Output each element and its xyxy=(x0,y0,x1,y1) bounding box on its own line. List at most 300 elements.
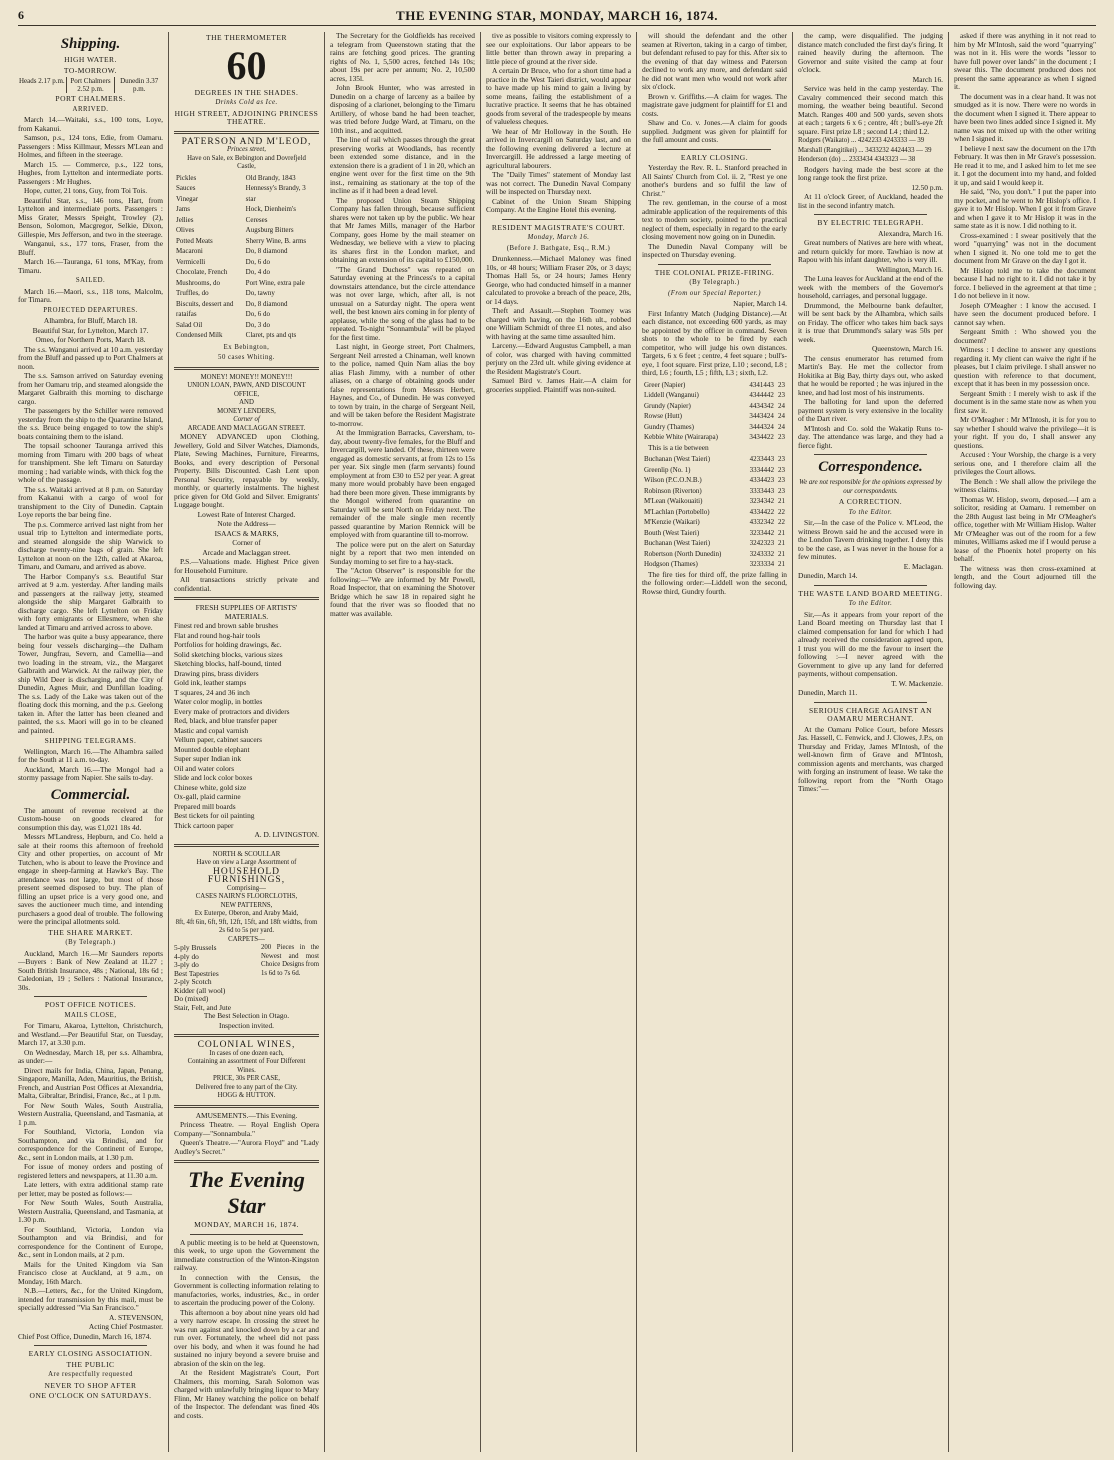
isaacs-confidential: All transactions strictly private and confidential. xyxy=(174,575,319,593)
column-rule xyxy=(168,32,169,1452)
hogg-hutton: HOGG & HUTTON. xyxy=(217,1092,276,1099)
tide-table xyxy=(18,77,163,93)
carpet-item: 4-ply do xyxy=(174,951,199,961)
artists-item: Ox-gall, plaid carmine xyxy=(174,792,241,801)
table-row: Rowse (Hutt) 3443424 24 xyxy=(644,412,785,420)
column-rule xyxy=(948,32,949,1452)
port-heading: PORT CHALMERS. xyxy=(55,94,126,103)
telegram-item: Wellington, March 16.—The Alhambra sailed for the South at 11 a.m. to-day. xyxy=(18,746,163,764)
carpet-item: 3-ply do xyxy=(174,960,199,969)
correction-sign: E. Maclagan. xyxy=(903,561,943,571)
artists-item: Chinese white, gold size xyxy=(174,782,247,792)
inspection-invited: Inspection invited. xyxy=(218,1020,274,1030)
early-closing-heading: EARLY CLOSING. xyxy=(680,152,749,162)
post-item: For Timaru, Akaroa, Lyttelton, Christchurch, and Westland.—Per Beautiful Star, on Tuesday, March 17, at 3.30 p.m. xyxy=(18,1021,163,1047)
artists-item: Vellum paper, cabinet saucers xyxy=(174,735,262,744)
post-item: For Southland, Victoria, London via Southampton, and via Brindisi, and for correspondence for the Continent of Europe, &c., sent in London mails, at 1.30 p.m. xyxy=(18,1127,163,1162)
amusements-heading: AMUSEMENTS.—This Evening. xyxy=(195,1110,298,1120)
artists-item: Best tickets for oil painting xyxy=(174,811,255,820)
artists-item: T squares, 24 and 36 inch xyxy=(174,687,250,697)
news-paragraph: John Brook Hunter, who was arrested in Dunedin on a charge of larceny as a bailee by disposing of a clarionet, belonging to the Timaru Artillery, of whose band he had been teacher, was tried before Judge Ward, at Timaru, on the 10th inst., and acquitted. xyxy=(330,83,475,135)
carpet-item: 5-ply Brussels xyxy=(174,943,217,952)
columns xyxy=(18,32,1096,1452)
money-ad xyxy=(174,374,319,434)
divider xyxy=(174,1105,319,1108)
post-item: For issue of money orders and posting of registered letters and newspapers, at 11.30 a.m. xyxy=(18,1162,163,1180)
post-item: Direct mails for India, China, Japan, Penang, Singapore, Manilla, Aden, Mauritius, the British, French, and Austrian Post Offices at Alexandria, Malta, Gibraltar, Brindisi, France, &c., at 1 p.m. xyxy=(18,1065,163,1100)
union-and: AND xyxy=(239,399,254,406)
prize-firing-end: The fire ties for third off, the prize falling in the following order:—Liddell won the second, Rowse third, Gundry fourth. xyxy=(642,569,787,596)
news-paragraph: The Bench : We shall allow the privilege the witness claims. xyxy=(954,476,1096,494)
carpets-note: 200 Pieces in the Newest and most Choice Designs from 1s 6d to 7s 6d. xyxy=(261,944,319,977)
scores-table-2 xyxy=(642,453,787,571)
news-item: The passengers by the Schiller were removed yesterday from the ship to the Quarantine Island, the s.s. Bruce being engaged to tow the ship's boats containing them to the island. xyxy=(18,406,163,441)
departure-item: Omeo, for Northern Ports, March 18. xyxy=(35,335,146,344)
post-item: For Southland, Victoria, London via Southampton and via Brindisi, and for correspondence for the Continent of Europe, &c., sent in London mails, at 2 p.m. xyxy=(18,1224,163,1259)
waste-land-text: Sir,—As it appears from your report of the Land Board meeting on Thursday last that I claimed compensation for land for which I had already received the consideration agreed upon, I trust you will do me the favour to insert the following :—I never agreed with the Government to give up any land for deferred payments, without compensation. xyxy=(798,609,943,678)
goods-table xyxy=(174,172,319,342)
goods-row: Mushrooms, do Port Wine, extra pale xyxy=(176,278,305,287)
court-item: Theft and Assault.—Stephen Toomey was charged with having, on the 16th ult., robbed one William Schmidt of three £1 notes, and also with having at the same time assaulted him. xyxy=(486,306,631,341)
early-closing-item: The Dunedin Naval Company will be inspected on Thursday evening. xyxy=(642,241,787,259)
early-closing-public: THE PUBLIC xyxy=(66,1359,115,1369)
union-arcade: ARCADE AND MACLAGGAN STREET. xyxy=(187,424,306,432)
news-paragraph: asked if there was anything in it not read to him by Mr M'Intosh, said the word "quarrying" was not in it. His were the words "lessor to have full power over lands" in the document ; I swear this. The document produced does not present the same appearance as when I signed it. xyxy=(954,32,1096,91)
news-paragraph: Service was held in the camp yesterday. The Cavalry commenced their second match this morning, the weather being beautiful. Second Match. Ranges 400 and 500 yards, seven shots at each ; targets 6 x 6 ; centre, 4ft ; bull's-eye 2ft square. First prize L8 ; second L4 ; third L2. xyxy=(798,84,943,136)
post-item: N.B.—Letters, &c., for the United Kingdom, intended for transmission by this mail, must be specially addressed "Via San Francisco." xyxy=(18,1286,163,1312)
paterson-sale: Have on Sale, ex Bebington and Dovrefjeld xyxy=(187,154,306,162)
column-2 xyxy=(174,32,319,1452)
isaacs-name: ISAACS & MARKS, xyxy=(214,528,279,538)
divider xyxy=(814,214,927,215)
news-paragraph: Thomas W. Hislop, sworn, deposed.—I am a solicitor, residing at Oamaru. I remember on the 28th August last being in Mr O'Meagher's office, together with Mr William Hislop. Walter Mr O'Meagher was out of the room for a few minutes, Williams asked me if I would peruse a lease of the Phoenix hotel property on his behalf. xyxy=(954,494,1096,563)
arrival-item: March 14.—Waitaki, s.s., 100 tons, Loye, from Kakanui. xyxy=(18,115,163,133)
thermometer-value: 60 xyxy=(226,42,267,88)
goods-row: Salad Oil Do, 3 do xyxy=(176,320,270,329)
tide-dunedin: Dunedin 3.37 p.m. xyxy=(120,77,159,93)
column-7 xyxy=(954,32,1096,1452)
arrival-item: Hope, cutter, 21 tons, Guy, from Toi Tois. xyxy=(24,186,148,195)
goods-row: Macaroni Do, 8 diamond xyxy=(176,247,288,255)
commercial-item: Messrs M'Landress, Hepburn, and Co. held a sale at their rooms this afternoon of freehold City and other properties, on account of Mr Tutchen, who is about to leave the Province and engage in sheep-farming at Hawke's Bay. The attendance was not large, but most of those present seemed disposed to buy. The plan of filling an upset price is a very good one, and saves the auctioneer much time, and intending purchasers a good deal of trouble. The following were the principal allotments sold. xyxy=(18,832,163,926)
news-paragraph: Mr O'Meagher : Mr M'Intosh, it is for you to say whether I should waive the privilege—it is your right. If you do, I shall answer any questions. xyxy=(954,415,1096,450)
artists-item: Flat and round hog-hair tools xyxy=(174,630,261,640)
thermometer-address: HIGH STREET, ADJOINING PRINCESS THEATRE. xyxy=(174,108,319,126)
goods-row: Sauces Hennessy's Brandy, 3 xyxy=(176,184,306,192)
divider xyxy=(174,131,319,134)
news-item: The s.s. Wanganui arrived at 10 a.m. yesterday from the Bluff and passed up to Port Chalmers at noon. xyxy=(18,344,163,371)
telegraph-dateline: Alexandra, March 16. xyxy=(878,228,943,238)
table-row: Robertson (North Dunedin) 3243332 21 xyxy=(644,549,785,558)
correspondence-heading: Correspondence. xyxy=(818,459,923,475)
post-signature: A. STEVENSON, xyxy=(109,1312,163,1322)
shipping-heading: Shipping. xyxy=(60,36,121,52)
column-rule xyxy=(480,32,481,1452)
court-date: Monday, March 16. xyxy=(527,234,590,241)
column-4 xyxy=(486,32,631,1452)
news-paragraph: Sergeant Smith : I merely wish to ask if the document is in the same state now as when you first saw it. xyxy=(954,388,1096,415)
news-paragraph: "The Grand Duchess" was repeated on Saturday evening at the Princess's to a capital downstairs attendance, but the circle attendance was not over large, which, after all, is not unusual on a Saturday night. The opera went well, the best known airs coming in for plenty of applause, while the song of the glass had to be repeated. To-night "Sonnambula" will be played for the first time. xyxy=(330,264,475,342)
artists-item: Red, black, and blue transfer paper xyxy=(174,716,278,725)
serious-charge-text: At the Oamaru Police Court, before Messrs Jas. Hassell, C. Fenwick, and J. Clowes, J.P.s, on Thursday and Friday, James M'Intosh, of the well-known firm of Grave and M'Intosh, commission agents and merchants, was charged with forging an instrument of lease. We take the following report from the "North Otago Times:"— xyxy=(798,724,943,793)
post-item: On Wednesday, March 18, per s.s. Alhambra, as under:— xyxy=(18,1047,163,1065)
news-item: The p.s. Commerce arrived last night from her usual trip to Lyttelton and intermediate ports, and steamed alongside the ship Warwick to discharge twenty-nine bags of grain. She left Lyttelton at noon on the 12th, called at Akaroa, Timaru, and Oamaru, and arrived as above. xyxy=(18,519,163,571)
goods-row: rataifas Do, 6 do xyxy=(176,310,270,318)
commercial-item: The amount of revenue received at the Custom-house on goods cleared for consumption this day, was £1,021 18s 4d. xyxy=(18,805,163,832)
early-closing-requested: Are respectfully requested xyxy=(48,1371,133,1378)
isaacs-corner: Corner of xyxy=(232,538,261,547)
divider xyxy=(34,996,147,997)
column-3 xyxy=(330,32,475,1452)
news-paragraph: Brown v. Griffiths.—A claim for wages. The magistrate gave judgment for plaintiff for £1 and costs. xyxy=(642,91,787,118)
court-item: Drunkenness.—Michael Maloney was fined 10s, or 48 hours; William Fraser 20s, or 3 days; Thomas Hall 5s, or 24 hours; James Henry George, who had conducted himself in a manner calculated to provoke a breach of the peace, 20s, or 14 days. xyxy=(486,254,631,306)
artists-item: Every make of protractors and dividers xyxy=(174,706,290,716)
paterson-castle: Castle, xyxy=(237,163,256,170)
share-market-text: Auckland, March 16.—Mr Saunders reports —Buyers : Bank of New Zealand at 1L27 ; South British Insurance, 48s ; National, 18s 6d ; Caledonian, 19 ; Sellers : National Insurance, 30s. xyxy=(18,948,163,992)
news-paragraph: the camp, were disqualified. The judging distance match concluded the first day's firing. It rained heavily during the afternoon. The Governor and suite visited the camp at four o'clock. xyxy=(798,32,943,74)
amusements-queens: Queen's Theatre.—"Aurora Floyd" and "Lady Audley's Secret." xyxy=(174,1138,319,1156)
isaacs-ps: P.S.—Valuations made. Highest Price given for Household Furniture. xyxy=(174,557,319,575)
news-paragraph: Shaw and Co. v. Jones.—A claim for goods supplied. Judgment was given for plaintiff for the full amount and costs. xyxy=(642,118,787,144)
post-item: For New South Wales, South Australia, Western Australia, Queensland, and Tasmania, at 1 p.m. xyxy=(18,1100,163,1127)
thermometer-heading: THE THERMOMETER xyxy=(206,33,287,42)
early-closing-never: NEVER TO SHOP AFTER xyxy=(44,1380,137,1390)
carpet-item: Kidder (all wool) xyxy=(174,985,226,995)
table-row: Wilson (P.C.O.N.B.) 4334423 23 xyxy=(644,476,785,484)
news-paragraph: Sergeant Smith : Who showed you the document? xyxy=(954,327,1096,345)
column-rule xyxy=(792,32,793,1452)
news-paragraph: We hear of Mr Holloway in the South. He arrived in Invercargill on Saturday last, and on the following evening delivered a lecture at Invercargill. He addressed a large meeting of agricultural labourers. xyxy=(486,126,631,170)
post-signature-title: Acting Chief Postmaster. xyxy=(88,1322,163,1331)
leader-item: This afternoon a boy about nine years old had a very narrow escape. In crossing the street he was run against and knocked down by a car and run over. Fortunately, the wheel did not pass over his body, and when it was found he had sustained no injury beyond a severe bruise and abrasion of the skin on the leg. xyxy=(174,1307,319,1368)
artists-item: Thick cartoon paper xyxy=(174,820,234,830)
news-paragraph: Witness : I decline to answer any questions regarding it. My client can waive the right if he pleases, but I claim privilege. I shall answer no question with reference to that document, except that it has been in my possession once. xyxy=(954,345,1096,388)
commercial-heading: Commercial. xyxy=(50,786,131,803)
mails-close-label: MAILS CLOSE, xyxy=(64,1011,117,1019)
leader-item: At the Resident Magistrate's Court, Port Chalmers, this morning, Sarah Solomon was charged with unlawfully bringing liquor to Mary Flinn, Mr Haney watching the police on behalf of the Inspector. The defendant was fined 40s and costs. xyxy=(174,1368,319,1420)
isaacs-street: Arcade and Maclaggan street. xyxy=(202,547,291,557)
news-paragraph: The proposed Union Steam Shipping Company has fallen through, because sufficient shares were not taken up by the public. We hear that Mr James Mills, manager of the Harbor Company, goes Home by the mail steamer on Wednesday, we believe with a view to placing its shares first in the London market, and obtaining an extension of its capital to £150,000. xyxy=(330,195,475,264)
leader-item: In connection with the Census, the Government is collecting information relating to manufactories, works, industries, &c., in order to ascertain the producing power of the Colony. xyxy=(174,1272,319,1307)
artists-item: Mounted double elephant xyxy=(174,744,250,754)
prize-firing-from: (From our Special Reporter.) xyxy=(667,289,762,297)
score-line: Rodgers (Waikato) ... 4242233 4243333 — 39 xyxy=(798,137,925,144)
early-closing-assoc-heading: EARLY CLOSING ASSOCIATION. xyxy=(28,1349,153,1358)
correction-heading: A CORRECTION. xyxy=(838,497,903,506)
news-paragraph: The document was in a clear hand. It was not smudged as it is now. There were no words in the document when I signed it. There appear to have been two lines added since I signed it. My name was not mixed up with the other writing when I signed it. xyxy=(954,91,1096,143)
telegraph-item: The Luna leaves for Auckland at the end of the week with the members of the Governor's household, carriages, and personal luggage. xyxy=(798,274,943,300)
news-paragraph: The Secretary for the Goldfields has received a telegram from Queenstown stating that the rains are fetching good prices. The granting rights of No. 1, 5,500 acres, fetched 14s 10s; about 19s per acre per annum; No. 2, 10,500 acres, 135l. xyxy=(330,32,475,83)
paterson-name: PATERSON AND M'LEOD, xyxy=(181,136,312,147)
livingston-sign: A. D. LIVINGSTON. xyxy=(254,830,319,839)
note-address: Note the Address— xyxy=(217,519,276,528)
wines-label: Wines. xyxy=(237,1066,256,1074)
arrival-item: March 16.—Tauranga, 61 tons, M'Kay, from Timaru. xyxy=(18,257,163,275)
colonial-wines: COLONIAL WINES, xyxy=(197,1040,296,1050)
lowest-rate: Lowest Rate of Interest Charged. xyxy=(197,509,296,519)
champagne: 50 cases Whiting. xyxy=(218,354,275,361)
goods-row: Potted Meats Sherry Wine, B. arms xyxy=(176,236,307,245)
goods-row: Olives Augsburg Bitters xyxy=(176,226,294,234)
waste-land-heading: THE WASTE LAND BOARD MEETING. xyxy=(798,588,943,598)
north-name: NORTH & SCOULLAR xyxy=(212,850,281,858)
carpet-item: Stair, Felt, and Jute xyxy=(174,1002,231,1012)
thermometer-ad xyxy=(174,34,319,127)
prize-firing-text: First Infantry Match (Judging Distance).—At each distance, not exceeding 600 yards, as may be appointed by the officer in command. Seven shots to the whole to be fired by each competitor, who will judge his own distances. Targets, 6 x 6 feet ; centre, 4 feet square ; bull's-eye, 1 foot square. First prize, L10 ; second, L8 ; third, L6 ; fourth, L5 ; fifth, L3 ; sixth, L2. xyxy=(642,308,787,377)
post-item: Mails for the United Kingdom via San Francisco close at Auckland, at 9 a.m., on Monday, 16th March. xyxy=(18,1259,163,1286)
share-market-sub: (By Telegraph.) xyxy=(65,939,116,946)
departure-item: Beautiful Star, for Lyttelton, March 17. xyxy=(32,325,149,335)
north-view: Have on view a Large Assortment of xyxy=(196,859,297,866)
north-ad xyxy=(174,851,319,945)
table-row: Greenlip (No. 1) 3334442 23 xyxy=(644,465,785,474)
score-line: Henderson (do) ... 2333434 4343323 — 38 xyxy=(798,156,916,163)
money-text: MONEY ADVANCED upon Clothing, Jewellery, Gold and Silver Watches, Diamonds, Plate, Sewing Machines, Furniture, Firearms, Books, and every description of Personal Property. Bills Discounted. Cash Lent upon Personal Security, repayable by weekly, monthly, or quarterly instalments. The highest price given for Old Gold and Silver. Emigrants' Luggage bought. xyxy=(174,432,319,509)
page-number: 6 xyxy=(18,8,24,22)
ex-bebington: Ex Bebington, xyxy=(223,343,270,351)
news-paragraph: I believe I next saw the document on the 17th February. It was then in Mr Grave's possession. He read it to me, and I asked him to let me see it. I got the document into my hand, and folded it up, and said I would keep it. xyxy=(954,143,1096,187)
carpet-item: Best Tapestries xyxy=(174,968,219,978)
artists-item: Slide and lock color boxes xyxy=(174,773,253,782)
correction-to: To the Editor. xyxy=(848,508,893,516)
news-paragraph: The police were put on the alert on Saturday night by a report that two men intended on Sunday morning to set fire to a hay-stack. xyxy=(330,539,475,566)
goods-row: Condensed Milk Claret, pts and qts xyxy=(176,331,297,339)
news-paragraph: Joseph O'Meagher : I know the accused. I have seen the document produced before. I cannot say when. xyxy=(954,300,1096,327)
news-paragraph: will should the defendant and the other seamen at Riverton, taking in a cargo of timber, but defendant refused to pay for this. After six to the evening of that day witness and Paterson declined to work any more, and defendant said he did not want men who would not work after six o'clock. xyxy=(642,32,787,91)
artists-heading: FRESH SUPPLIES OF ARTISTS' MATERIALS. xyxy=(195,603,298,621)
news-item: The harbor was quite a busy appearance, there being four vessels discharging—the Dalham Tower, Jungfrau, Severn, and Camellia—and two loading in the stream, viz., the Margaret Galbraith and Warwick. At the railway pier, the ship Wild Deer is discharging, and the City of Dunedin, Agnes Muir, and Dunfillan loading. The s.s. Lady of the Lake was taken out of the floating dock this morning, and the p.s. Geelong taken in. After the latter has been cleaned and painted, the s.s. Maori will go in to be cleaned and painted. xyxy=(18,632,163,735)
containing: Containing an assortment of Four Different xyxy=(187,1058,306,1065)
news-item: The s.s. Samson arrived on Saturday evening from her Oamaru trip, and steamed alongside the Margaret Galbraith this morning to discharge cargo. xyxy=(18,371,163,406)
divider xyxy=(814,585,927,586)
tomorrow-label: TO-MORROW. xyxy=(63,65,118,75)
artists-item: Oil and water colors xyxy=(174,763,235,773)
table-row: Hodgson (Thames) 3233334 21 xyxy=(644,560,785,568)
arrival-item: March 15. — Commerce, p.s., 122 tons, Hughes, from Lyttelton and intermediate ports. Passengers : Mr Hughes. xyxy=(18,159,163,186)
waste-land-date: Dunedin, March 11. xyxy=(798,688,858,697)
score-line: Marshall (Rangitikei) ... 3433232 4424433 — 39 xyxy=(798,146,932,154)
evening-star-title: The Evening Star xyxy=(188,1167,305,1218)
court-before: (Before J. Bathgate, Esq., R.M.) xyxy=(506,244,611,252)
divider xyxy=(190,1234,303,1235)
news-paragraph: The line of rail which passes through the great preserving works at Woodlands, has recently been extended some distance, and in the extension there is a gradient of 1 in 20, which an engine went over for the first time on the 9th inst., remaining as stationary at the top of the incline as if it had been a dead level. xyxy=(330,135,475,195)
news-paragraph: tive as possible to visitors coming expressly to see our exploitations. Our labor appears to be little better than thrown away in preparing a little piece of ground at the river side. xyxy=(486,32,631,66)
north-comprising: Comprising— xyxy=(227,884,266,892)
goods-row: Vermicelli Do, 6 do xyxy=(176,257,270,266)
news-paragraph: Last night, in George street, Port Chalmers, Sergeant Neil arrested a Chinaman, well known to the police, named Quin Nam alias the boy alias Flash Jimmy, with a number of other aliases, on a charge of obtaining goods under false representations from Messrs Herbert, Haynes, and Co., of Dunedin. He was conveyed to town by train, in the charge of Sergeant Neil, and will be taken before the Resident Magistrate to-morrow. xyxy=(330,342,475,428)
divider xyxy=(174,1160,319,1163)
telegraph-item: Drummond, the Melbourne bank defaulter, will be sent back by the Alhambra, which sails on Friday. The officer who takes him back says it is true that Drummond's salary was 50s per week. xyxy=(798,300,943,344)
share-market-heading: THE SHARE MARKET. xyxy=(48,927,133,937)
arrival-item: Samson, p.s., 124 tons, Edie, from Oamaru. Passengers : Miss Killmaur, Messrs M'Lean and Holmes, and fifteen in the steerage. xyxy=(18,133,163,159)
table-row: M'Kenzie (Waikari) 4332342 22 xyxy=(644,518,785,526)
goods-row: Truffles, do Do, tawny xyxy=(176,289,275,297)
projected-heading: PROJECTED DEPARTURES. xyxy=(43,306,138,314)
thermometer-sub: Drinks Cold as Ice. xyxy=(215,99,278,106)
telegraph-dateline: Wellington, March 16. xyxy=(876,264,943,274)
court-heading: RESIDENT MAGISTRATE'S COURT. xyxy=(491,222,626,232)
arrival-item: Beautiful Star, s.s., 146 tons, Hart, from Lyttelton and intermediate ports. Passengers : Miss Grater, Messrs Speight, Trowley (2), Benson, Solomon, Macgregor, Selkie, Dixon, Gillespie, Mrs Jefferson, and two in the steerage. xyxy=(18,195,163,239)
north-cases: CASES NAIRN'S FLOORCLOTHS, xyxy=(195,893,298,900)
news-paragraph: Accused : Your Worship, the charge is a very serious one, and I therefore claim all the privileges the Court allows. xyxy=(954,450,1096,476)
news-dateline: 12.50 p.m. xyxy=(911,182,943,192)
serious-charge-heading: SERIOUS CHARGE AGAINST AN OAMARU MERCHANT. xyxy=(808,705,932,723)
prize-firing-text2: This is a tie between xyxy=(648,442,709,452)
artists-item: Mastic and copal varnish xyxy=(174,725,249,735)
waste-land-to: To the Editor. xyxy=(848,600,893,607)
table-row: Buchanan (West Taieri) 4233443 23 xyxy=(644,455,785,463)
correction-text: Sir,—In the case of the Police v. M'Leod, the witness Brown said he and the accused were in the London Tavern drinking together. I deny this to be the case, as I was never in the house for a few minutes. xyxy=(798,518,943,561)
wine-price: PRICE, 30s PER CASE, xyxy=(212,1075,281,1082)
north-ex: Ex Euterpe, Oberon, and Araby Maid, xyxy=(194,910,299,917)
court-item: Samuel Bird v. James Hair.—A claim for groceries supplied. Plaintiff was non-suited. xyxy=(486,376,631,394)
column-rule xyxy=(636,32,637,1452)
news-item: The Harbor Company's s.s. Beautiful Star arrived at 9 a.m. yesterday. After landing mails and passengers at the railway jetty, steamed alongside the ship Margaret Galbraith to discharge cargo. She left Lyttelton on Friday with forty emigrants or Ellesmere, when she landed at Timaru and arrived across to above. xyxy=(18,571,163,632)
goods-row: Jams Hock, Dienheim's xyxy=(176,205,296,213)
news-paragraph: He said, "No, you don't." I put the paper into my pocket, and he went to Mr Hislop's office. I gave it to Mr Hislop. When I got it from Grave and when I gave it to Mr Hislop it was in the same state as it is now. I did nothing to it. xyxy=(954,187,1096,230)
goods-row: Chocolate, French Do, 4 do xyxy=(176,268,270,276)
money-heading: MONEY! MONEY!! MONEY!!! xyxy=(200,373,293,381)
column-1 xyxy=(18,32,163,1452)
goods-row: Vinegar star xyxy=(176,194,256,203)
best-selection: The Best Selection in Otago. xyxy=(203,1011,290,1020)
divider xyxy=(174,597,319,600)
news-paragraph: Cross-examined : I swear positively that the word "quarrying" was not in the document when I signed it. No one told me to get the document from Mr Grave on the day I got it. xyxy=(954,230,1096,265)
post-office-heading: POST OFFICE NOTICES. xyxy=(44,1000,137,1009)
artists-item: Portfolios for holding drawings, &c. xyxy=(174,640,282,649)
news-item: The topsail schooner Tauranga arrived this morning from Timaru with 200 bags of wheat for transhipment. She left Timaru on Saturday morning ; had variable winds, with thick fog the whole of the passage. xyxy=(18,441,163,484)
artists-item: Solid sketching blocks, various sizes xyxy=(174,649,283,659)
telegraph-item: Great numbers of Natives are here with wheat, and return quickly for more. Tawhiao is now at Rapou with his infant daughter, who is very ill. xyxy=(798,238,943,264)
news-paragraph: Cabinet of the Union Steam Shipping Company. At the Engine Hotel this evening. xyxy=(486,196,631,214)
high-water-heading: HIGH WATER. xyxy=(64,55,117,64)
news-paragraph: Mr Hislop told me to take the document because I had no right to it. I did not take it by force. I believed in the agreement at that time ; I do not believe in it now. xyxy=(954,265,1096,300)
artists-item: Prepared mill boards xyxy=(174,801,236,811)
table-row: Buchanan (West Taieri) 3242323 21 xyxy=(644,539,785,547)
scores-table xyxy=(642,379,787,444)
divider xyxy=(814,702,927,703)
north-household: HOUSEHOLD FURNISHINGS, xyxy=(207,866,286,885)
table-row: Robinson (Riverton) 3333443 23 xyxy=(644,486,785,495)
union-name: UNION LOAN, PAWN, AND DISCOUNT OFFICE, xyxy=(187,382,306,398)
divider xyxy=(658,264,771,265)
prize-firing-place: Napier, March 14. xyxy=(733,299,787,308)
north-patterns: NEW PATTERNS, xyxy=(220,901,273,909)
arrival-item: Wanganui, s.s., 177 tons, Fraser, from the Bluff. xyxy=(18,239,163,257)
shipping-telegrams-heading: SHIPPING TELEGRAMS. xyxy=(44,736,137,745)
goods-row: Biscuits, dessert and Do, 8 diamond xyxy=(176,299,288,308)
artists-item: Drawing pins, brass dividers xyxy=(174,668,259,678)
colonial-wines-ad xyxy=(174,1041,319,1101)
prize-firing-sub: (By Telegraph.) xyxy=(689,279,740,286)
masthead xyxy=(18,8,1096,26)
telegram-item: Auckland, March 16.—The Mongol had a stormy passage from Napier. She sails to-day. xyxy=(18,764,163,782)
sailed-heading: SAILED. xyxy=(75,277,106,284)
court-item: Larceny.—Edward Augustus Campbell, a man of color, was charged with having committed perjury on the 23rd ult. while giving evidence at the Resident Magistrate's Court. xyxy=(486,341,631,376)
table-row: Grundy (Napier) 4434342 24 xyxy=(644,401,785,410)
money-lenders: MONEY LENDERS, xyxy=(217,407,276,415)
union-corner: Corner of xyxy=(233,416,260,423)
divider xyxy=(502,219,615,220)
departure-item: Alhambra, for Bluff, March 18. xyxy=(43,316,138,325)
post-item: For New South Wales, South Australia, Western Australia, Queensland, and Tasmania, at 1.30 p.m. xyxy=(18,1198,163,1224)
table-row: M'Lean (Waikouaiti) 3234342 21 xyxy=(644,497,785,505)
telegraph-item: The balloting for land upon the deferred payment system is very extensive in the locality of the Dart river. xyxy=(798,397,943,423)
telegraph-item: M'Intosh and Co. sold the Wakatip Runs to-day. The attendance was large, and they had a fierce fight. xyxy=(798,423,943,450)
news-paragraph: At the Immigration Barracks, Caversham, to-day, about twenty-five females, for the Bluff and Invercargill, were landed. Of these, thirteen were engaged as domestic servants, at from 12s to 15s per year. Six single men (farm servants) found employment at from £30 to £52 per year. A great many more would probably have been engaged had there been more given. These immigrants by the Mongol withered from quarantine on Saturday will be sent North on Friday next. The remainder of the male single men recently passed quarantine by Marion Rennick will be employed with from quarantine till to-morrow. xyxy=(330,428,475,539)
north-carpets: CARPETS— xyxy=(228,935,265,943)
leader-item: A public meeting is to be held at Queenstown, this week, to urge upon the Government the immediate construction of the Winton-Kingston railway. xyxy=(174,1237,319,1272)
divider xyxy=(814,454,927,455)
post-signature-place: Chief Post Office, Dunedin, March 16, 1874. xyxy=(18,1331,152,1341)
paterson-ad xyxy=(174,138,319,172)
early-closing-item: Yesterday the Rev. R. L. Stanford preached in All Saints' Church from Col. ii. 2, "Rest ye one another's burdens and so fulfil the law of Christ." xyxy=(642,163,787,198)
amusements-princess: Princess Theatre. — Royal English Opera Company—"Sonnambula." xyxy=(174,1120,319,1138)
news-paragraph: The "Acton Observer" is responsible for the following:—"We are informed by Mr Powell, Road Inspector, that on examining the Shotover Bridge which he saw 18 in repaired sight he found that the river was so flooded that no matter was available. xyxy=(330,566,475,618)
carpet-item: 2-ply Scotch xyxy=(174,977,212,986)
artists-item: Sketching blocks, half-bound, tinted xyxy=(174,659,282,668)
sailing-item: March 16.—Maori, s.s., 118 tons, Malcolm, for Timaru. xyxy=(18,286,163,304)
electric-telegraph-heading: BY ELECTRIC TELEGRAPH. xyxy=(817,218,924,227)
tide-heads: Heads 2.17 p.m. xyxy=(18,77,67,93)
column-5 xyxy=(642,32,787,1452)
news-paragraph: The witness was then cross-examined at length, and the Court adjourned till the following day. xyxy=(954,563,1096,590)
divider xyxy=(174,1034,319,1037)
news-paragraph: Rodgers having made the best score at the long range took the first prize. xyxy=(798,164,943,182)
cases-one: In cases of one dozen each, xyxy=(209,1049,284,1057)
news-dateline: March 16. xyxy=(912,74,943,84)
carpets-list xyxy=(174,944,319,1012)
column-rule xyxy=(324,32,325,1452)
correction-date: Dunedin, March 14. xyxy=(798,571,858,580)
waste-land-sign: T. W. Mackenzie. xyxy=(891,678,943,688)
wine-delivered: Delivered free to any part of the City. xyxy=(195,1083,298,1091)
telegraph-dateline: Queenstown, March 16. xyxy=(871,344,943,353)
arrived-heading: ARRIVED. xyxy=(72,105,109,113)
early-closing-saturdays: ONE O'CLOCK ON SATURDAYS. xyxy=(29,1391,152,1400)
early-closing-item: The rev. gentleman, in the course of a most admirable application of the requirements of this text to modern society, pointed to the practical neglect of them, especially in regard to the early closing movement now going on in Dunedin. xyxy=(642,198,787,241)
divider xyxy=(34,1345,147,1346)
table-row: Bouth (West Taieri) 3233442 21 xyxy=(644,528,785,537)
table-row: Gundry (Thames) 3444324 24 xyxy=(644,422,785,431)
divider xyxy=(174,367,319,370)
goods-row: Pickles Old Brandy, 1843 xyxy=(176,173,296,182)
table-row: Kebbie White (Wairarapa) 3434422 23 xyxy=(644,433,785,441)
evening-star-date: MONDAY, MARCH 16, 1874. xyxy=(194,1220,299,1229)
table-row: M'Lachlan (Portobello) 4334422 22 xyxy=(644,507,785,516)
news-item: The s.s. Waitaki arrived at 8 p.m. on Saturday from Kakanui with a cargo of wool for transhipment to the City of Dunedin. Captain Loye reports the bar being fine. xyxy=(18,484,163,519)
north-sizes: 8ft, 4ft 6in, 6ft, 9ft, 12ft, 15ft, and 18ft widths, from 2s 6d to 5s per yard. xyxy=(175,918,318,934)
page-title: THE EVENING STAR, MONDAY, MARCH 16, 1874. xyxy=(396,8,718,23)
column-6 xyxy=(798,32,943,1452)
divider xyxy=(174,844,319,847)
paterson-street: Princes street, xyxy=(226,146,266,153)
news-paragraph: At 11 o'clock Greer, of Auckland, headed the list in the second infantry match. xyxy=(798,192,943,210)
goods-row: Jellies Cereses xyxy=(176,215,268,224)
tide-port-chalmers: Port Chalmers 2.52 p.m. xyxy=(67,77,116,93)
news-paragraph: The "Daily Times" statement of Monday last was not correct. The Dunedin Naval Company will be inspected on Thursday next. xyxy=(486,170,631,196)
correspondence-note: We are not responsible for the opinions expressed by our correspondents. xyxy=(799,479,942,495)
post-item: Late letters, with extra additional stamp rate per letter, may be posted as follows:— xyxy=(18,1180,163,1198)
carpet-item: Do (mixed) xyxy=(174,994,209,1003)
table-row: Greer (Napier) 4341443 23 xyxy=(644,380,785,389)
table-row: Liddell (Wanganui) 4344442 23 xyxy=(644,391,785,399)
artists-item: Finest red and brown sable brushes xyxy=(174,621,279,630)
artists-item: Gold ink, leather stamps xyxy=(174,678,247,687)
thermometer-unit: DEGREES IN THE SHADES. xyxy=(194,87,299,97)
telegraph-item: The census enumerator has returned from Martin's Bay. He met the collector from Hokitika at Big Bay, thirty days out, who asked that he would be reported ; he was injured in the knee, and had lost most of his instruments. xyxy=(798,353,943,397)
news-paragraph: A certain Dr Bruce, who for a short time had a practice in the West Taieri district, would appear to have made up his mind to gain a living by some means, failing the establishment of a lucrative practice. It seems that he has obtained goods from several of the tradespeople by means of valueless cheques. xyxy=(486,66,631,126)
